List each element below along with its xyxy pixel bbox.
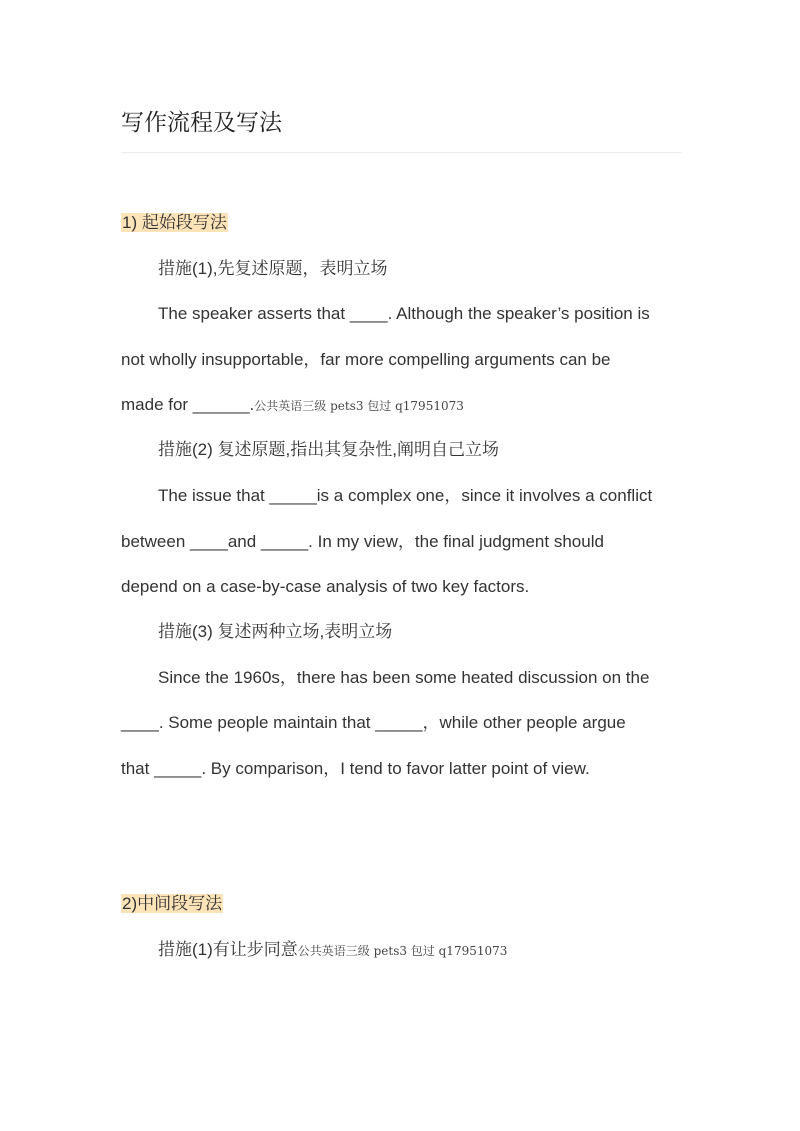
section-2-heading <box>121 892 223 916</box>
measure-2-text-line-3: depend on a case-by-case analysis of two key factors. <box>121 577 530 596</box>
page-title: 写作流程及写法 <box>121 110 282 136</box>
measure-1-text-line-3 <box>121 393 464 418</box>
measure-1-text-line-1: The speaker asserts that ____. Although the speaker’s position is <box>158 304 650 323</box>
measure-1-text-line-3-body: made for ______. <box>121 395 255 414</box>
measure-2-text-line-2: between ____and _____. In my view，the final judgment should <box>121 532 604 551</box>
measure-2-text-line-1: The issue that _____is a complex one，since it involves a conflict <box>158 486 653 505</box>
measure-2-heading: 措施(2) 复述原题,指出其复杂性,阐明自己立场 <box>158 440 499 459</box>
section-1-heading <box>121 211 228 235</box>
contact-note-2: 公共英语三级 pets3 包过 q17951073 <box>297 944 508 958</box>
measure-3-text-line-3: that _____. By comparison，I tend to favor latter point of view. <box>121 759 590 778</box>
measure-1-text-line-2: not wholly insupportable，far more compelling arguments can be <box>121 350 611 369</box>
title-divider <box>121 152 681 153</box>
section-2-heading-text: 2)中间段写法 <box>122 894 223 913</box>
measure-3-text-line-1: Since the 1960s，there has been some heated discussion on the <box>158 668 650 687</box>
section-2-measure-1 <box>158 938 507 963</box>
measure-1-heading: 措施(1),先复述原题，表明立场 <box>158 259 388 278</box>
measure-3-heading: 措施(3) 复述两种立场,表明立场 <box>158 622 393 641</box>
contact-note-1: 公共英语三级 pets3 包过 q17951073 <box>254 399 464 413</box>
section-1-heading-text: 1) 起始段写法 <box>122 213 227 232</box>
section-2-measure-1-text: 措施(1)有让步同意 <box>158 940 298 959</box>
measure-3-text-line-2: ____. Some people maintain that _____，while other people argue <box>121 713 626 732</box>
